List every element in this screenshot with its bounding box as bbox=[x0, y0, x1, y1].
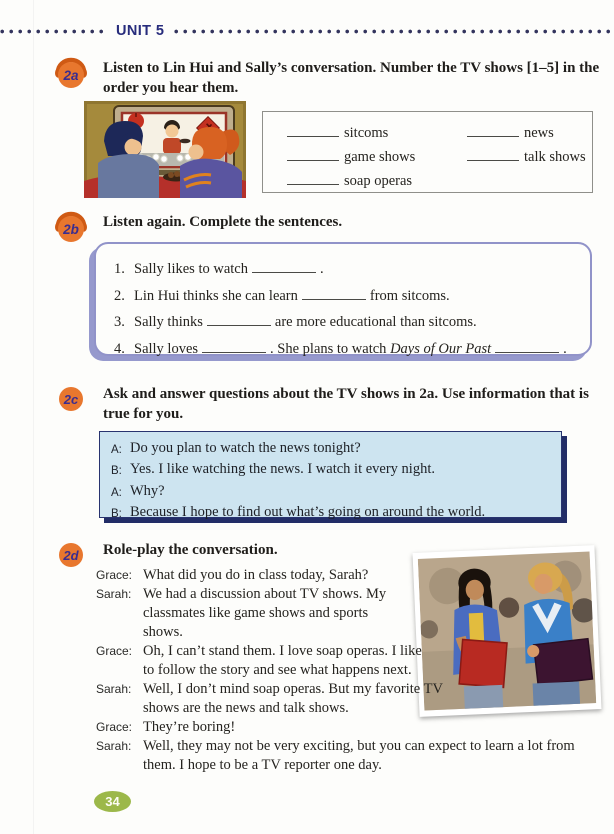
page-margin-line bbox=[33, 0, 34, 834]
sentence-segment: . bbox=[563, 340, 567, 357]
answer-blank bbox=[287, 123, 339, 137]
sentence-text bbox=[134, 283, 450, 310]
sentence-number: 4. bbox=[114, 340, 125, 357]
sentence-segment: Sally thinks bbox=[134, 314, 203, 330]
instruction-2d: Role-play the conversation. bbox=[103, 542, 278, 558]
conversation-line bbox=[96, 680, 601, 718]
dialogue-text: Why? bbox=[130, 482, 165, 499]
tv-show-item bbox=[467, 123, 586, 142]
dialogue-text: Do you plan to watch the news tonight? bbox=[130, 440, 361, 456]
sentence-segment: Sally loves bbox=[134, 340, 199, 357]
speaker-label: Grace: bbox=[96, 720, 133, 734]
line-text: We had a discussion about TV shows. My classmates like game shows and sports shows. bbox=[143, 586, 387, 640]
sentence-segment: Lin Hui thinks she can learn bbox=[134, 287, 298, 304]
answer-blank bbox=[302, 286, 366, 300]
speaker-label: A: bbox=[111, 486, 122, 499]
tv-show-item bbox=[287, 147, 467, 166]
dialogue-line bbox=[111, 503, 553, 524]
unit-header bbox=[0, 24, 614, 38]
conversation-line bbox=[96, 737, 601, 775]
answer-blank bbox=[287, 147, 339, 161]
tv-show-item bbox=[467, 147, 586, 166]
tv-show-label: news bbox=[524, 125, 554, 141]
dialogue-text: Because I hope to find out what’s going on around the world. bbox=[130, 503, 486, 520]
dialogue-line bbox=[111, 482, 553, 503]
sentence-number: 3. bbox=[114, 314, 125, 330]
sentence-text bbox=[134, 336, 567, 363]
badge-2c-label: 2c bbox=[63, 392, 79, 407]
line-text: Well, I don’t mind soap operas. But my favorite TV shows are the news and talk shows. bbox=[143, 681, 443, 716]
speaker-label: B: bbox=[111, 507, 122, 520]
sentence-segment: are more educational than sitcoms. bbox=[274, 314, 477, 330]
badge-2b-label: 2b bbox=[63, 222, 79, 237]
speaker-label: A: bbox=[111, 444, 122, 456]
tv-show-label: sitcoms bbox=[344, 125, 389, 141]
sentences-box bbox=[94, 242, 592, 356]
headphones-icon bbox=[52, 55, 90, 91]
speaker-label: Grace: bbox=[96, 644, 133, 658]
sentence-item bbox=[114, 256, 580, 283]
dotted-rule-left bbox=[0, 29, 106, 34]
conversation-line bbox=[96, 718, 601, 737]
tv-show-item bbox=[287, 171, 467, 190]
badge-2d-label: 2d bbox=[63, 548, 79, 563]
unit-title: UNIT 5 bbox=[116, 23, 165, 39]
answer-blank bbox=[495, 339, 559, 353]
answer-blank bbox=[467, 123, 519, 137]
speaker-label: Grace: bbox=[96, 568, 133, 582]
section-2c-header bbox=[52, 381, 601, 424]
line-text: Oh, I can’t stand them. I love soap operas. I like to follow the story and see what happens next. bbox=[143, 643, 422, 678]
sentence-item bbox=[114, 336, 580, 363]
tv-show-item bbox=[287, 123, 467, 142]
sentence-segment: from sitcoms. bbox=[369, 287, 450, 304]
line-text: They’re boring! bbox=[143, 719, 236, 735]
sentence-text bbox=[134, 256, 324, 283]
speaker-label: Sarah: bbox=[96, 587, 132, 601]
dialogue-line bbox=[111, 439, 553, 460]
dotted-rule-right bbox=[174, 29, 614, 34]
page-number-badge: 34 bbox=[94, 791, 131, 812]
speaker-label: B: bbox=[111, 465, 122, 478]
sentence-number: 1. bbox=[114, 261, 125, 277]
sentence-number: 2. bbox=[114, 287, 125, 304]
sentence-item bbox=[114, 283, 580, 310]
tv-show-title-italic: Days of Our Past bbox=[390, 340, 492, 357]
speaker-label: Sarah: bbox=[96, 682, 132, 696]
line-text: Well, they may not be very exciting, but you can expect to learn a lot from them. I hope to be a TV reporter one day. bbox=[143, 738, 575, 773]
speaker-label: Sarah: bbox=[96, 739, 132, 753]
answer-blank bbox=[207, 312, 271, 326]
tv-show-label: game shows bbox=[344, 149, 416, 165]
conversation-line bbox=[96, 642, 601, 680]
instruction-2c: Ask and answer questions about the TV shows in 2a. Use information that is true for you. bbox=[103, 386, 589, 422]
line-text: What did you do in class today, Sarah? bbox=[143, 567, 369, 583]
conversation-line bbox=[96, 566, 601, 585]
sentence-item bbox=[114, 309, 580, 336]
instruction-2a: Listen to Lin Hui and Sally’s conversation. Number the TV shows [1–5] in the order you hear them. bbox=[103, 60, 600, 96]
sentence-segment: . bbox=[319, 261, 324, 277]
sentence-text bbox=[134, 309, 477, 336]
tv-show-label: talk shows bbox=[524, 149, 586, 165]
answer-blank bbox=[467, 147, 519, 161]
conversation-line bbox=[96, 585, 601, 642]
dialogue-line bbox=[111, 460, 553, 481]
sentence-segment: Sally likes to watch bbox=[134, 261, 248, 277]
section-badge bbox=[52, 537, 90, 573]
answer-blank bbox=[202, 339, 266, 353]
dialogue-text: Yes. I like watching the news. I watch it every night. bbox=[130, 461, 435, 478]
section-2b-header bbox=[52, 209, 342, 245]
role-play-conversation bbox=[96, 566, 601, 775]
section-badge bbox=[52, 381, 90, 417]
sentence-segment: . She plans to watch bbox=[270, 340, 387, 357]
answer-blank bbox=[287, 171, 339, 185]
tv-watching-illustration bbox=[84, 101, 246, 198]
tv-shows-box bbox=[262, 111, 593, 193]
answer-blank bbox=[252, 259, 316, 273]
sample-dialogue-box bbox=[99, 431, 562, 518]
tv-show-label: soap operas bbox=[344, 173, 413, 189]
headphones-icon bbox=[52, 209, 90, 245]
badge-2a-label: 2a bbox=[63, 68, 79, 83]
instruction-2b: Listen again. Complete the sentences. bbox=[103, 214, 343, 230]
section-2a-header bbox=[52, 55, 614, 98]
